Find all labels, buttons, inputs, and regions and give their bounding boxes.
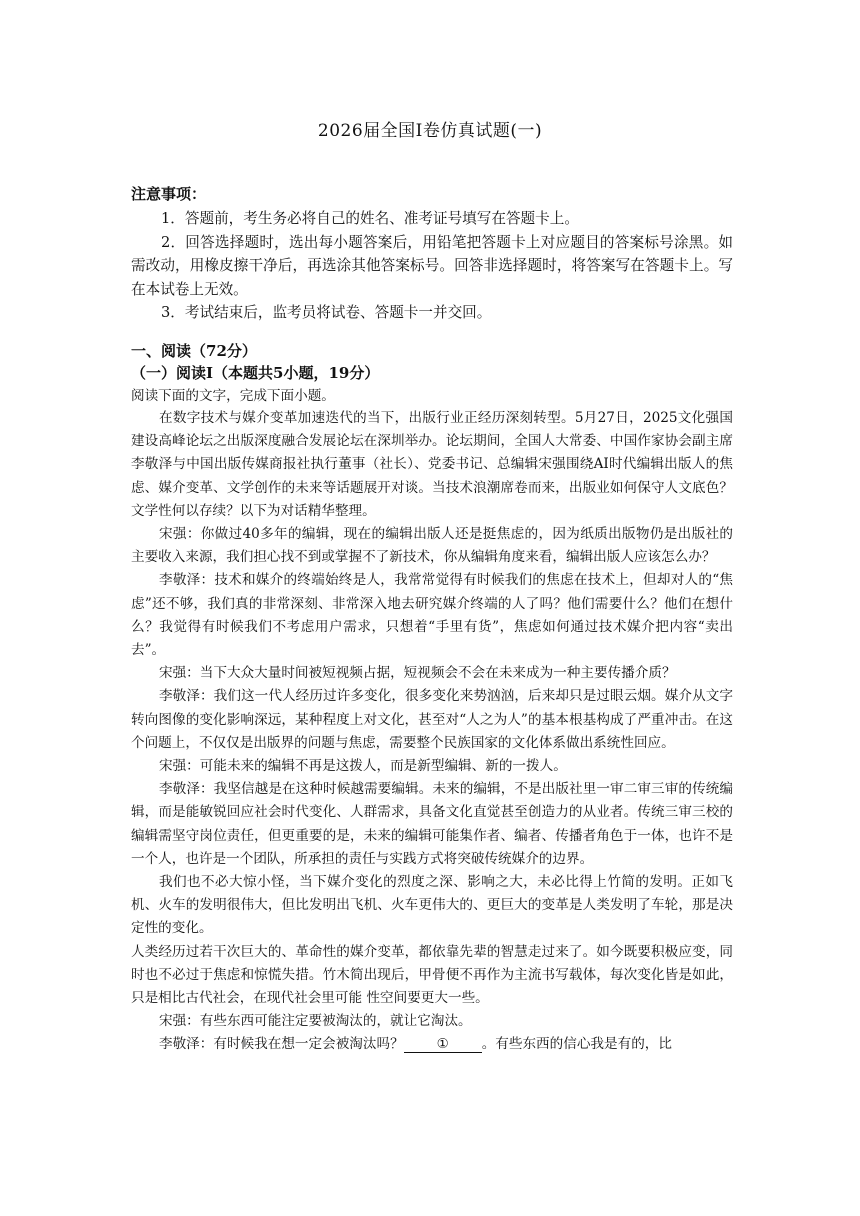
reading-passage bbox=[131, 407, 733, 1057]
final-text-before: 李敬泽：有时候我在想一定会被淘汰吗？ bbox=[159, 1036, 404, 1053]
passage-paragraph: 宋强：有些东西可能注定要被淘汰的，就让它淘汰。 bbox=[159, 1013, 472, 1030]
notice-heading: 注意事项： bbox=[131, 185, 207, 203]
notice-item: 3．考试结束后，监考员将试卷、答题卡一并交回。 bbox=[161, 304, 492, 321]
subsection-title: （一）阅读Ⅰ（本题共5小题，19分） bbox=[131, 364, 380, 382]
notice-item: 2．回答选择题时，选出每小题答案后，用铅笔把答题卡上对应题目的答案标号涂黑。如需改动，用橡皮擦干净后，再选涂其他答案标号。回答非选择题时，将答案写在答题卡上。写在本试卷上无效。 bbox=[131, 233, 733, 298]
passage-paragraph: 在数字技术与媒介变革加速迭代的当下，出版行业正经历深刻转型。5月27日，2025文化强国建设高峰论坛之出版深度融合发展论坛在深圳举办。论坛期间，全国人大常委、中国作家协会副主席李敬泽与中国出版传媒商报社执行董事（社长）、党委书记、总编辑宋强围绕AI时代编辑出版人的焦虑、媒介变革、文学创作的未来等话题展开对谈。当技术浪潮席卷而来，出版业如何保守人文底色？文学性何以存续？以下为对话精华整理。 bbox=[131, 410, 733, 519]
passage-paragraph: 李敬泽：技术和媒介的终端始终是人，我常常觉得有时候我们的焦虑在技术上，但却对人的“焦虑”还不够，我们真的非常深刻、非常深入地去研究媒介终端的人了吗？他们需要什么？他们在想什么？我觉得有时候我们不考虑用户需求，只想着“手里有货”，焦虑如何通过技术媒介把内容“卖出去”。 bbox=[131, 572, 733, 659]
passage-paragraph-final bbox=[131, 1033, 733, 1056]
notice-item: 1．答题前，考生务必将自己的姓名、准考证号填写在答题卡上。 bbox=[161, 210, 579, 227]
reading-instruction: 阅读下面的文字，完成下面小题。 bbox=[131, 388, 335, 404]
passage-paragraph: 李敬泽：我们这一代人经历过许多变化，很多变化来势汹汹，后来却只是过眼云烟。媒介从文字转向图像的变化影响深远，某种程度上对文化，甚至对“人之为人”的基本根基构成了严重冲击。在这个问题上，不仅仅是出版界的问题与焦虑，需要整个民族国家的文化体系做出系统性回应。 bbox=[131, 688, 733, 751]
passage-paragraph: 我们也不必大惊小怪，当下媒介变化的烈度之深、影响之大，未必比得上竹简的发明。正如飞机、火车的发明很伟大，但比发明出飞机、火车更伟大的、更巨大的变革是人类发明了车轮，那是决定性的变化。 bbox=[131, 874, 733, 937]
passage-paragraph: 宋强：当下大众大量时间被短视频占据，短视频会不会在未来成为一种主要传播介质？ bbox=[159, 665, 676, 682]
fill-blank-1: ① bbox=[404, 1036, 482, 1053]
notice-list bbox=[131, 207, 733, 325]
section-title: 一、阅读（72分） bbox=[131, 342, 257, 360]
final-text-after: 。有些东西的信心我是有的，比 bbox=[481, 1036, 672, 1053]
passage-paragraph: 人类经历过若干次巨大的、革命性的媒介变革，都依靠先辈的智慧走过来了。如今既要积极应变，同时也不必过于焦虑和惊慌失措。竹木简出现后，甲骨便不再作为主流书写载体，每次变化皆是如此，只是相比古代社会，在现代社会里可能 性空间要更大一些。 bbox=[131, 943, 733, 1007]
passage-paragraph: 宋强：可能未来的编辑不再是这拨人，而是新型编辑、新的一拨人。 bbox=[159, 758, 567, 775]
exam-title: 2026届全国Ⅰ卷仿真试题(一) bbox=[317, 121, 543, 141]
passage-paragraph: 李敬泽：我坚信越是在这种时候越需要编辑。未来的编辑，不是出版社里一审二审三审的传统编辑，而是能敏锐回应社会时代变化、人群需求，具备文化直觉甚至创造力的从业者。传统三审三校的编辑需坚守岗位责任，但更重要的是，未来的编辑可能集作者、编者、传播者角色于一体，也许不是一个人，也许是一个团队，所承担的责任与实践方式将突破传统媒介的边界。 bbox=[131, 781, 733, 867]
passage-paragraph: 宋强：你做过40多年的编辑，现在的编辑出版人还是挺焦虑的，因为纸质出版物仍是出版社的主要收入来源，我们担心找不到或掌握不了新技术，你从编辑角度来看，编辑出版人应该怎么办？ bbox=[131, 526, 733, 566]
